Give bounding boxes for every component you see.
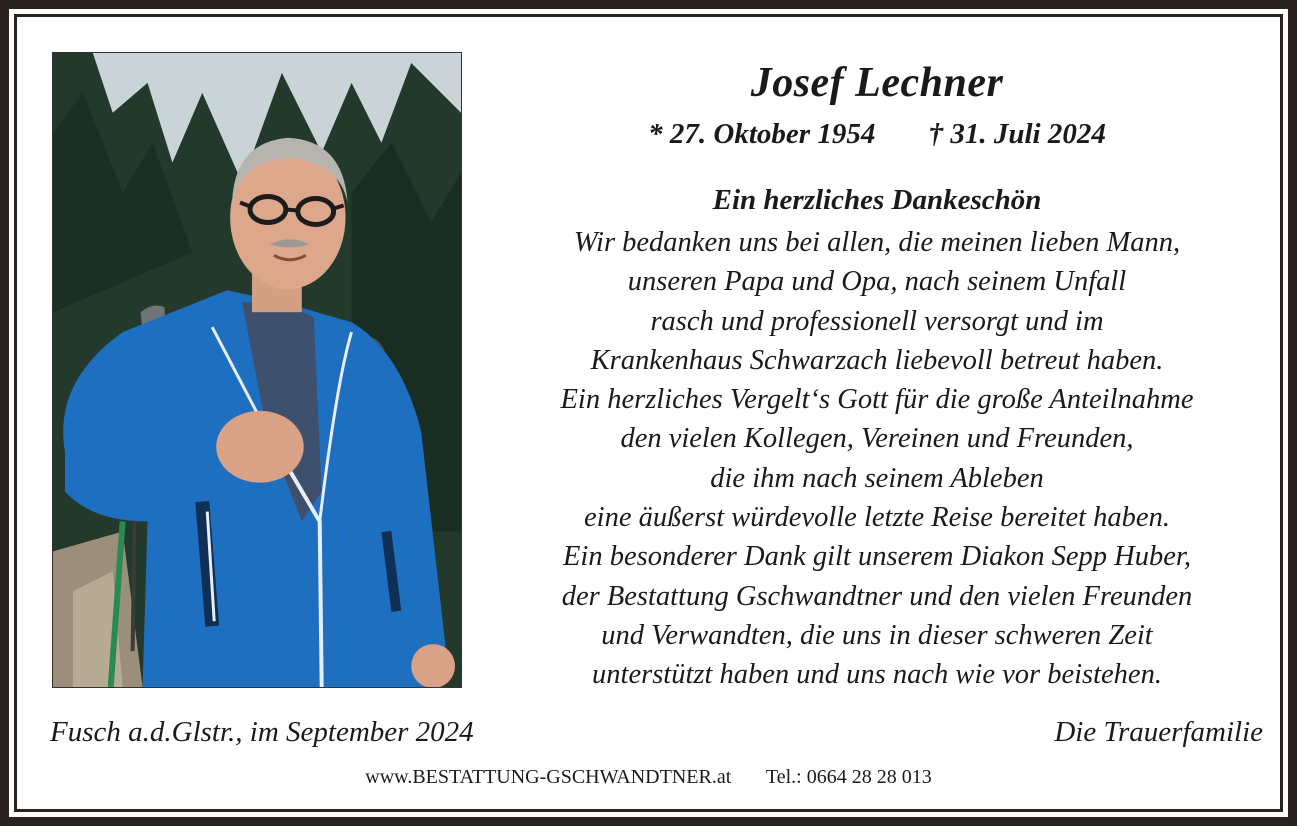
message-line: rasch und professionell versorgt und im — [650, 305, 1104, 337]
birth-date: * 27. Oktober 1954 — [648, 118, 876, 150]
website-link[interactable]: www.BESTATTUNG-GSCHWANDTNER.at — [365, 766, 732, 788]
message-line: und Verwandten, die uns in dieser schweren Zeit — [601, 619, 1153, 651]
message-line: der Bestattung Gschwandtner und den vielen Freunden — [561, 580, 1193, 612]
deceased-name: Josef Lechner — [750, 60, 1004, 106]
life-dates — [477, 118, 1277, 151]
message-line: Ein besonderer Dank gilt unserem Diakon Sepp Huber, — [563, 541, 1191, 573]
thanks-message — [477, 223, 1277, 695]
message-line: die ihm nach seinem Ableben — [710, 462, 1044, 494]
phone-number: Tel.: 0664 28 28 013 — [765, 766, 932, 788]
message-line: eine äußerst würdevolle letzte Reise bereitet haben. — [584, 502, 1170, 534]
place-and-date: Fusch a.d.Glstr., im September 2024 — [50, 716, 474, 748]
portrait-photo — [52, 52, 462, 688]
message-line: unterstützt haben und uns nach wie vor beistehen. — [592, 659, 1162, 691]
message-line: unseren Papa und Opa, nach seinem Unfall — [627, 266, 1127, 298]
portrait-illustration — [53, 53, 461, 687]
message-line: Krankenhaus Schwarzach liebevoll betreut haben. — [590, 344, 1164, 376]
signature: Die Trauerfamilie — [1054, 716, 1263, 748]
frame-inner-border — [14, 14, 1283, 812]
message-line: Wir bedanken uns bei allen, die meinen lieben Mann, — [573, 227, 1181, 258]
message-line: den vielen Kollegen, Vereinen und Freunden, — [620, 423, 1134, 455]
thanks-heading: Ein herzliches Dankeschön — [712, 184, 1042, 216]
frame-spacer — [9, 9, 1288, 817]
message-line: Ein herzliches Vergelt‘s Gott für die große Anteilnahme — [560, 384, 1194, 416]
contact-line — [17, 766, 1280, 789]
death-date: † 31. Juli 2024 — [928, 118, 1106, 150]
